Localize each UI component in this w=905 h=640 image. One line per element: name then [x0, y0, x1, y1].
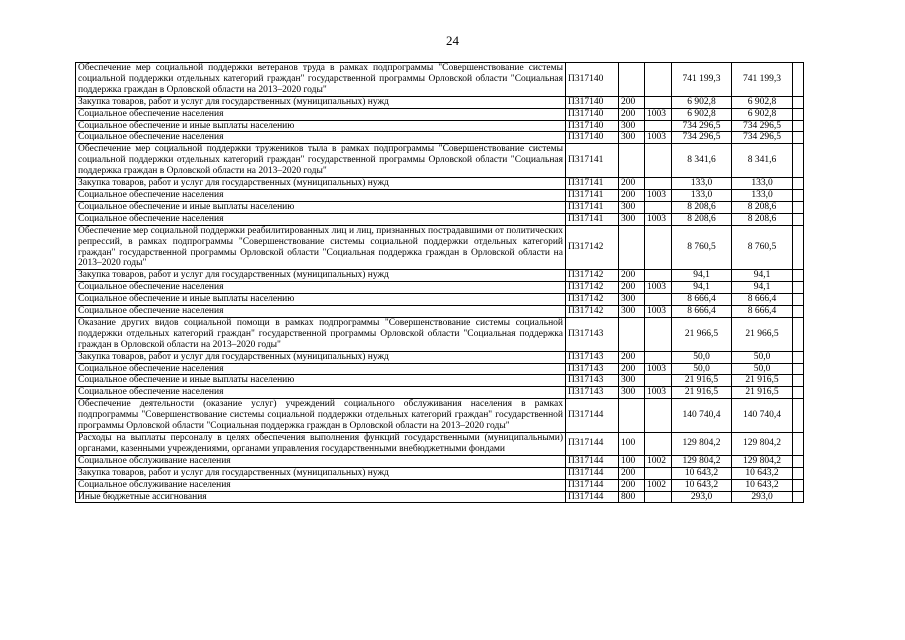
expense-type-code: 200 [619, 479, 645, 491]
expense-type-code: 100 [619, 433, 645, 456]
budget-table-body [76, 63, 804, 503]
row-description: Социальное обеспечение и иные выплаты населению [76, 375, 566, 387]
section-code [645, 120, 672, 132]
row-description: Социальное обеспечение населения [76, 387, 566, 399]
amount-1: 8 666,4 [672, 306, 732, 318]
amount-2: 50,0 [732, 351, 793, 363]
empty-column-cell [793, 306, 804, 318]
amount-1: 21 916,5 [672, 375, 732, 387]
section-code [645, 433, 672, 456]
target-article-code: П317142 [566, 270, 619, 282]
budget-table [75, 62, 804, 503]
target-article-code: П317144 [566, 479, 619, 491]
row-description: Закупка товаров, работ и услуг для государственных (муниципальных) нужд [76, 178, 566, 190]
expense-type-code: 200 [619, 270, 645, 282]
empty-column-cell [793, 491, 804, 503]
row-description: Социальное обеспечение населения [76, 108, 566, 120]
expense-type-code: 200 [619, 467, 645, 479]
amount-1: 8 208,6 [672, 201, 732, 213]
expense-type-code: 200 [619, 363, 645, 375]
empty-column-cell [793, 201, 804, 213]
amount-2: 6 902,8 [732, 108, 793, 120]
amount-2: 94,1 [732, 282, 793, 294]
table-row [76, 351, 804, 363]
amount-1: 741 199,3 [672, 63, 732, 97]
amount-1: 6 902,8 [672, 96, 732, 108]
row-description: Оказание других видов социальной помощи в рамках подпрограммы "Совершенствование системы социальной поддержки отдельных категорий граждан" государственной программы Орловской области "Социальная поддержка граждан в Орловской области на 2013–2020 годы" [76, 317, 566, 351]
empty-column-cell [793, 132, 804, 144]
table-row [76, 96, 804, 108]
empty-column-cell [793, 375, 804, 387]
empty-column-cell [793, 399, 804, 433]
amount-2: 10 643,2 [732, 467, 793, 479]
empty-column-cell [793, 387, 804, 399]
target-article-code: П317140 [566, 108, 619, 120]
section-code [645, 144, 672, 178]
table-row [76, 399, 804, 433]
row-description: Социальное обеспечение и иные выплаты населению [76, 120, 566, 132]
amount-1: 8 341,6 [672, 144, 732, 178]
table-row [76, 491, 804, 503]
empty-column-cell [793, 108, 804, 120]
expense-type-code: 300 [619, 213, 645, 225]
empty-column-cell [793, 433, 804, 456]
expense-type-code: 200 [619, 96, 645, 108]
table-row [76, 467, 804, 479]
section-code [645, 201, 672, 213]
amount-2: 50,0 [732, 363, 793, 375]
amount-1: 133,0 [672, 189, 732, 201]
target-article-code: П317143 [566, 363, 619, 375]
target-article-code: П317141 [566, 201, 619, 213]
expense-type-code [619, 144, 645, 178]
row-description: Социальное обеспечение населения [76, 306, 566, 318]
expense-type-code: 300 [619, 387, 645, 399]
table-row [76, 132, 804, 144]
table-row [76, 178, 804, 190]
table-row [76, 282, 804, 294]
empty-column-cell [793, 270, 804, 282]
section-code: 1003 [645, 387, 672, 399]
section-code: 1003 [645, 306, 672, 318]
amount-1: 8 208,6 [672, 213, 732, 225]
table-row [76, 306, 804, 318]
section-code [645, 317, 672, 351]
table-row [76, 375, 804, 387]
amount-2: 8 666,4 [732, 294, 793, 306]
target-article-code: П317144 [566, 467, 619, 479]
target-article-code: П317141 [566, 178, 619, 190]
amount-2: 741 199,3 [732, 63, 793, 97]
amount-1: 94,1 [672, 270, 732, 282]
empty-column-cell [793, 317, 804, 351]
target-article-code: П317143 [566, 375, 619, 387]
amount-2: 293,0 [732, 491, 793, 503]
expense-type-code [619, 317, 645, 351]
table-row [76, 108, 804, 120]
section-code [645, 294, 672, 306]
amount-2: 129 804,2 [732, 433, 793, 456]
expense-type-code [619, 225, 645, 270]
section-code [645, 225, 672, 270]
table-row [76, 213, 804, 225]
amount-2: 8 208,6 [732, 201, 793, 213]
empty-column-cell [793, 178, 804, 190]
row-description: Обеспечение деятельности (оказание услуг) учреждений социального обслуживания населения в рамках подпрограммы "Совершенствование системы социальной поддержки отдельных категорий граждан" государственной программы Орловской области "Социальная поддержка граждан в Орловской области на 2013–2020 годы" [76, 399, 566, 433]
amount-1: 94,1 [672, 282, 732, 294]
amount-2: 21 966,5 [732, 317, 793, 351]
target-article-code: П317143 [566, 317, 619, 351]
amount-1: 293,0 [672, 491, 732, 503]
amount-2: 129 804,2 [732, 455, 793, 467]
section-code [645, 63, 672, 97]
row-description: Социальное обеспечение населения [76, 282, 566, 294]
amount-2: 8 341,6 [732, 144, 793, 178]
expense-type-code: 300 [619, 294, 645, 306]
amount-2: 133,0 [732, 189, 793, 201]
empty-column-cell [793, 144, 804, 178]
empty-column-cell [793, 225, 804, 270]
amount-1: 140 740,4 [672, 399, 732, 433]
section-code [645, 467, 672, 479]
expense-type-code: 300 [619, 201, 645, 213]
row-description: Закупка товаров, работ и услуг для государственных (муниципальных) нужд [76, 467, 566, 479]
target-article-code: П317141 [566, 213, 619, 225]
amount-2: 8 760,5 [732, 225, 793, 270]
table-row [76, 63, 804, 97]
table-row [76, 120, 804, 132]
empty-column-cell [793, 467, 804, 479]
target-article-code: П317143 [566, 387, 619, 399]
amount-1: 8 760,5 [672, 225, 732, 270]
empty-column-cell [793, 63, 804, 97]
table-row [76, 479, 804, 491]
amount-1: 21 916,5 [672, 387, 732, 399]
amount-2: 734 296,5 [732, 132, 793, 144]
expense-type-code [619, 63, 645, 97]
row-description: Социальное обеспечение и иные выплаты населению [76, 201, 566, 213]
target-article-code: П317144 [566, 455, 619, 467]
section-code: 1003 [645, 213, 672, 225]
expense-type-code: 200 [619, 108, 645, 120]
target-article-code: П317141 [566, 144, 619, 178]
row-description: Социальное обеспечение населения [76, 213, 566, 225]
target-article-code: П317143 [566, 351, 619, 363]
amount-2: 21 916,5 [732, 387, 793, 399]
target-article-code: П317142 [566, 294, 619, 306]
row-description: Обеспечение мер социальной поддержки ветеранов труда в рамках подпрограммы "Совершенствование системы социальной поддержки отдельных категорий граждан" государственной программы Орловской области "Социальная поддержка граждан в Орловской области на 2013–2020 годы" [76, 63, 566, 97]
expense-type-code: 300 [619, 306, 645, 318]
target-article-code: П317142 [566, 282, 619, 294]
amount-1: 129 804,2 [672, 455, 732, 467]
target-article-code: П317144 [566, 399, 619, 433]
row-description: Закупка товаров, работ и услуг для государственных (муниципальных) нужд [76, 96, 566, 108]
expense-type-code: 200 [619, 178, 645, 190]
amount-2: 94,1 [732, 270, 793, 282]
table-row [76, 270, 804, 282]
target-article-code: П317141 [566, 189, 619, 201]
amount-1: 8 666,4 [672, 294, 732, 306]
expense-type-code: 300 [619, 132, 645, 144]
empty-column-cell [793, 455, 804, 467]
empty-column-cell [793, 282, 804, 294]
empty-column-cell [793, 189, 804, 201]
row-description: Социальное обслуживание населения [76, 479, 566, 491]
target-article-code: П317140 [566, 96, 619, 108]
target-article-code: П317140 [566, 132, 619, 144]
section-code: 1003 [645, 363, 672, 375]
amount-2: 6 902,8 [732, 96, 793, 108]
empty-column-cell [793, 294, 804, 306]
table-row [76, 433, 804, 456]
amount-1: 133,0 [672, 178, 732, 190]
amount-2: 140 740,4 [732, 399, 793, 433]
row-description: Социальное обеспечение населения [76, 189, 566, 201]
expense-type-code: 800 [619, 491, 645, 503]
row-description: Социальное обслуживание населения [76, 455, 566, 467]
section-code: 1003 [645, 108, 672, 120]
row-description: Закупка товаров, работ и услуг для государственных (муниципальных) нужд [76, 351, 566, 363]
target-article-code: П317144 [566, 491, 619, 503]
row-description: Социальное обеспечение населения [76, 132, 566, 144]
amount-2: 10 643,2 [732, 479, 793, 491]
amount-1: 6 902,8 [672, 108, 732, 120]
amount-1: 734 296,5 [672, 132, 732, 144]
section-code: 1002 [645, 455, 672, 467]
empty-column-cell [793, 120, 804, 132]
empty-column-cell [793, 363, 804, 375]
table-row [76, 294, 804, 306]
row-description: Социальное обеспечение и иные выплаты населению [76, 294, 566, 306]
table-row [76, 455, 804, 467]
row-description: Закупка товаров, работ и услуг для государственных (муниципальных) нужд [76, 270, 566, 282]
section-code [645, 351, 672, 363]
expense-type-code: 200 [619, 282, 645, 294]
empty-column-cell [793, 96, 804, 108]
section-code [645, 96, 672, 108]
table-row [76, 363, 804, 375]
section-code: 1003 [645, 189, 672, 201]
expense-type-code [619, 399, 645, 433]
amount-2: 8 666,4 [732, 306, 793, 318]
target-article-code: П317144 [566, 433, 619, 456]
table-row [76, 225, 804, 270]
amount-1: 21 966,5 [672, 317, 732, 351]
empty-column-cell [793, 213, 804, 225]
expense-type-code: 200 [619, 351, 645, 363]
target-article-code: П317140 [566, 120, 619, 132]
page-number: 24 [446, 33, 459, 48]
empty-column-cell [793, 351, 804, 363]
table-row [76, 387, 804, 399]
section-code [645, 491, 672, 503]
expense-type-code: 200 [619, 189, 645, 201]
amount-2: 133,0 [732, 178, 793, 190]
expense-type-code: 300 [619, 375, 645, 387]
amount-2: 8 208,6 [732, 213, 793, 225]
row-description: Социальное обеспечение населения [76, 363, 566, 375]
row-description: Обеспечение мер социальной поддержки реабилитированных лиц и лиц, признанных пострадавшими от политических репрессий, в рамках подпрограммы "Совершенствование системы социальной поддержки отдельных категорий граждан" государственной программы Орловской области "Социальная поддержка граждан в Орловской области на 2013–2020 годы" [76, 225, 566, 270]
amount-1: 50,0 [672, 351, 732, 363]
amount-2: 21 916,5 [732, 375, 793, 387]
row-description: Обеспечение мер социальной поддержки тружеников тыла в рамках подпрограммы "Совершенствование системы социальной поддержки отдельных категорий граждан" государственной программы Орловской области "Социальная поддержка граждан в Орловской области на 2013–2020 годы" [76, 144, 566, 178]
section-code: 1002 [645, 479, 672, 491]
section-code [645, 178, 672, 190]
section-code: 1003 [645, 132, 672, 144]
table-row [76, 144, 804, 178]
section-code [645, 375, 672, 387]
table-row [76, 201, 804, 213]
target-article-code: П317142 [566, 306, 619, 318]
amount-1: 10 643,2 [672, 467, 732, 479]
section-code [645, 270, 672, 282]
expense-type-code: 300 [619, 120, 645, 132]
target-article-code: П317142 [566, 225, 619, 270]
target-article-code: П317140 [566, 63, 619, 97]
section-code [645, 399, 672, 433]
amount-1: 129 804,2 [672, 433, 732, 456]
row-description: Иные бюджетные ассигнования [76, 491, 566, 503]
table-row [76, 189, 804, 201]
row-description: Расходы на выплаты персоналу в целях обеспечения выполнения функций государственными (муниципальными) органами, казенными учреждениями, органами управления государственными внебюджетными фондами [76, 433, 566, 456]
section-code: 1003 [645, 282, 672, 294]
amount-1: 10 643,2 [672, 479, 732, 491]
table-row [76, 317, 804, 351]
empty-column-cell [793, 479, 804, 491]
amount-1: 734 296,5 [672, 120, 732, 132]
amount-2: 734 296,5 [732, 120, 793, 132]
expense-type-code: 100 [619, 455, 645, 467]
amount-1: 50,0 [672, 363, 732, 375]
